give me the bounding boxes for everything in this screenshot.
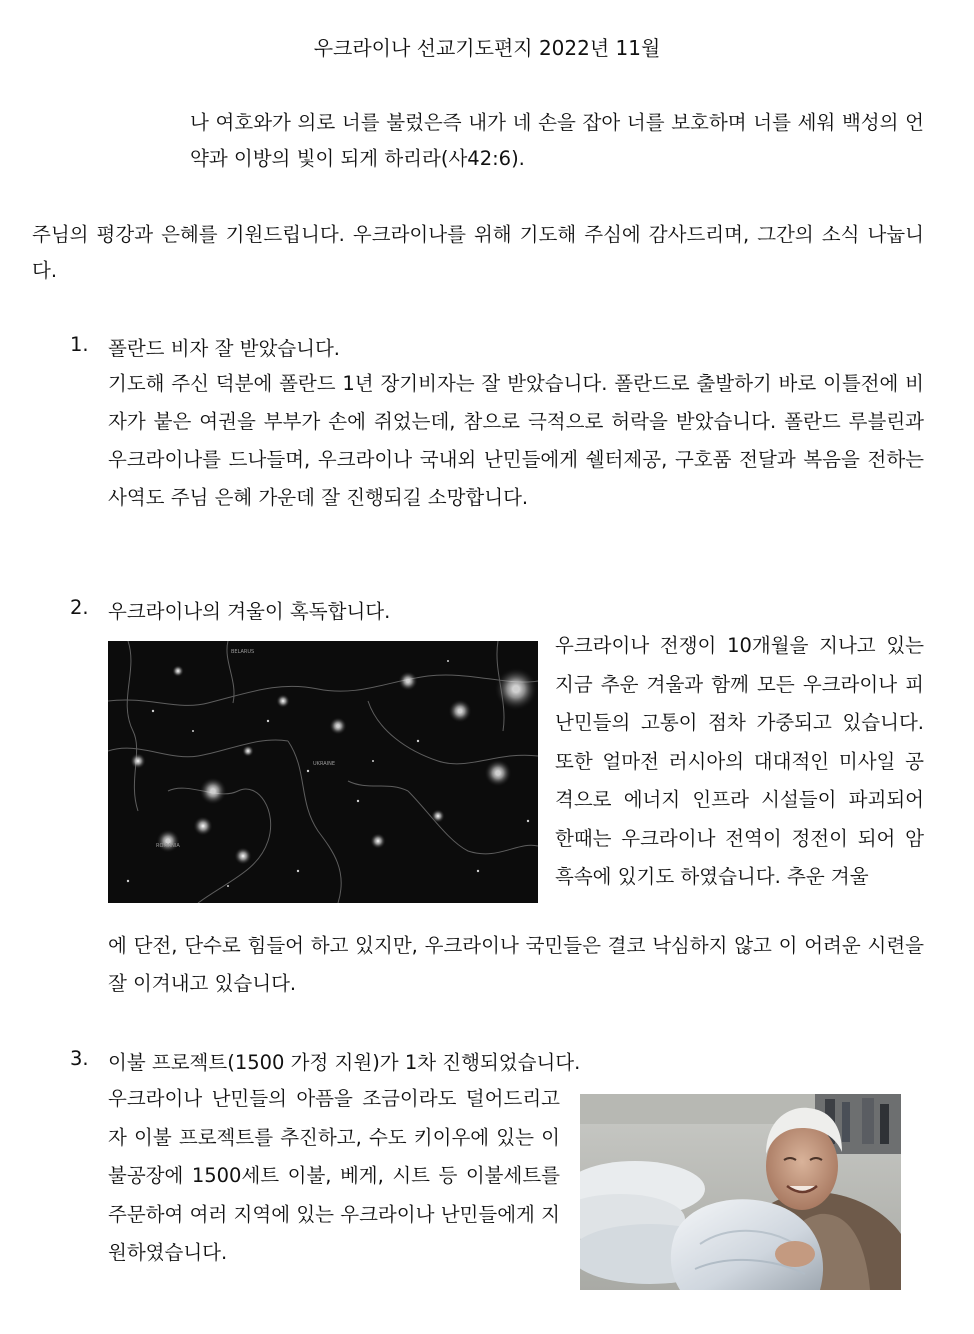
section-2-heading: 우크라이나의 겨울이 혹독합니다. xyxy=(108,600,391,623)
scripture-verse: 나 여호와가 의로 너를 불렀은즉 내가 네 손을 잡아 너를 보호하며 너를 세워 백성의 언약과 이방의 빛이 되게 하리라(사42:6). xyxy=(190,111,924,170)
page-title: 우크라이나 선교기도편지 2022년 11월 xyxy=(313,36,661,60)
section-1-heading: 폴란드 비자 잘 받았습니다. xyxy=(108,337,341,360)
section-2-body-side: 우크라이나 전쟁이 10개월을 지나고 있는 지금 추운 겨울과 함께 모든 우크라이나 피난민들의 고통이 점차 가중되고 있습니다. 또한 얼마전 러시아의 대대적인 미사일 공격으로 에너지 인프라 시설들이 파괴되어 한때는 우크라이나 전역이 정전이 되어 암흑속에 있기도 하였습니다. 추운 겨울 xyxy=(555,634,924,888)
section-3-number: 3. xyxy=(70,1047,89,1070)
intro-paragraph: 주님의 평강과 은혜를 기원드립니다. 우크라이나를 위해 기도해 주심에 감사드리며, 그간의 소식 나눕니다. xyxy=(32,223,924,282)
section-2-number: 2. xyxy=(70,596,89,619)
section-1-number: 1. xyxy=(70,333,89,356)
elderly-woman-with-bedding-photo xyxy=(580,1094,901,1290)
section-2-body-tail: 에 단전, 단수로 힘들어 하고 있지만, 우크라이나 국민들은 결코 낙심하지 않고 이 어려운 시련을 잘 이겨내고 있습니다. xyxy=(108,934,924,995)
section-3-heading: 이불 프로젝트(1500 가정 지원)가 1차 진행되었습니다. xyxy=(108,1051,581,1074)
map-label-left: ROMANIA xyxy=(156,843,180,849)
section-1-body: 기도해 주신 덕분에 폴란드 1년 장기비자는 잘 받았습니다. 폴란드로 출발하기 바로 이틀전에 비자가 붙은 여권을 부부가 손에 쥐었는데, 참으로 극적으로 허락을 받았습니다. 폴란드 루블린과 우크라이나를 드나들며, 우크라이나 국내외 난민들에게 쉘터제공, 구호품 전달과 복음을 전하는 사역도 주님 은혜 가운데 잘 진행되길 소망합니다. xyxy=(108,372,924,509)
section-3-body: 우크라이나 난민들의 아픔을 조금이라도 덜어드리고자 이불 프로젝트를 추진하고, 수도 키이우에 있는 이불공장에 1500세트 이불, 베게, 시트 등 이불세트를 주문하여 여러 지역에 있는 우크라이나 난민들에게 지원하였습니다. xyxy=(108,1087,560,1264)
map-label-center: UKRAINE xyxy=(313,761,336,767)
ukraine-night-satellite-image xyxy=(108,641,538,903)
map-label-top: BELARUS xyxy=(231,649,255,655)
